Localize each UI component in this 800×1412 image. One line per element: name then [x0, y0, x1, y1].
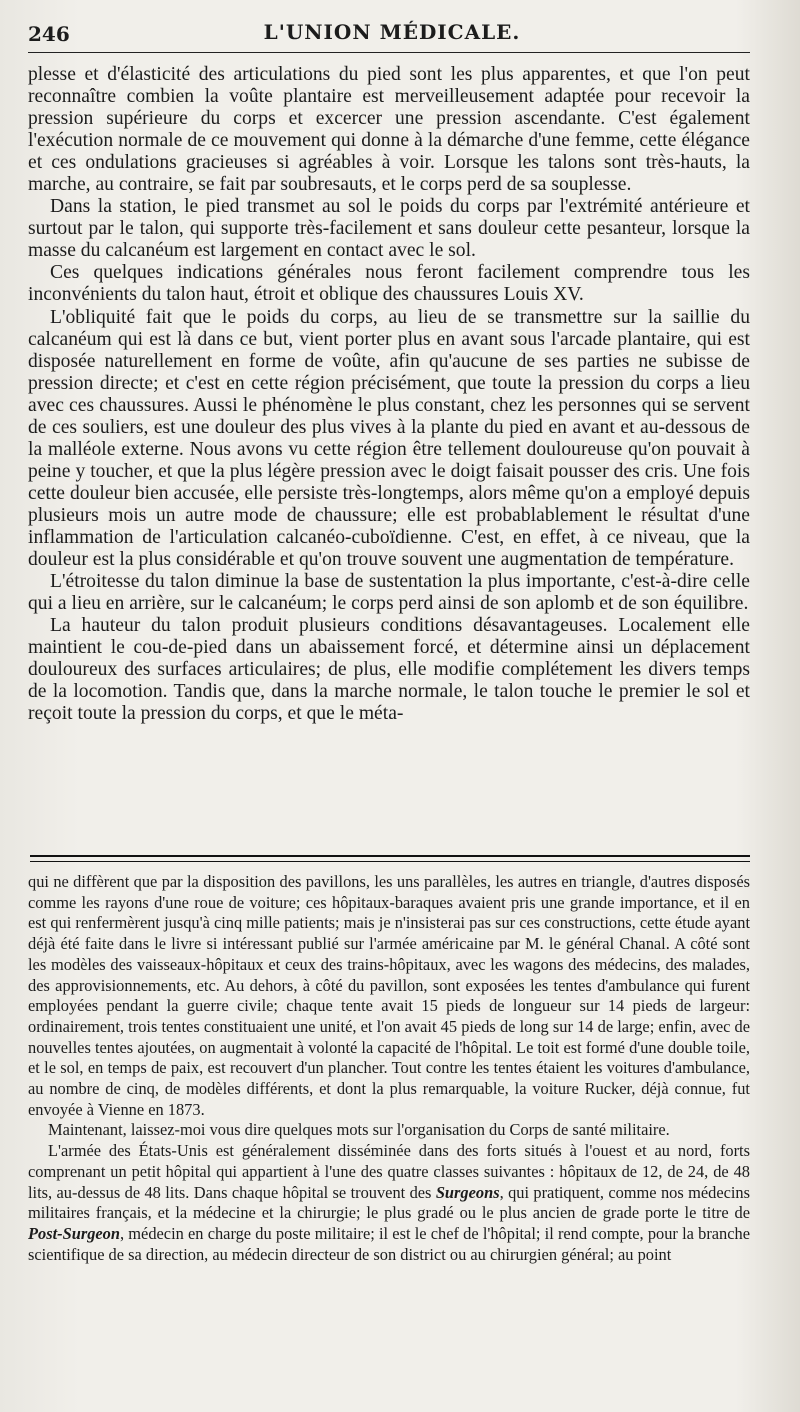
- section-separator-rule: [30, 855, 750, 862]
- note-text: , qui pratiquent, comme nos médecins militaires français, et la médecine et la chirurgie; le plus gradé ou le plus ancien de grade porte le titre de: [28, 1182, 750, 1223]
- italic-term: Post-Surgeon: [28, 1223, 120, 1243]
- note-paragraph: [28, 1141, 750, 1265]
- main-body-text: [28, 64, 750, 725]
- note-paragraph: Maintenant, laissez-moi vous dire quelques mots sur l'organisation du Corps de santé militaire.: [48, 1120, 670, 1140]
- paragraph: Dans la station, le pied transmet au sol le poids du corps par l'extrémité antérieure et surtout par le talon, qui supporte très-facilement et sans douleur cette pesanteur, lorsque la masse du calcanéum est largement en contact avec le sol.: [28, 196, 750, 262]
- page-number: 246: [28, 22, 70, 46]
- paragraph: L'étroitesse du talon diminue la base de sustentation la plus importante, c'est-à-dire celle qui a lieu en arrière, sur le calcanéum; le corps perd ainsi de son aplomb et de son équilibre.: [28, 571, 750, 615]
- paragraph: L'obliquité fait que le poids du corps, au lieu de se transmettre sur la saillie du calcanéum qui est là dans ce but, vient porter plus en avant sous l'arcade plantaire, qui est disposée naturellement en forme de voûte, afin qu'aucune de ses parties ne subisse de pression directe; et c'est en cette région précisément, que toute la pression du corps a lieu avec ces chaussures. Aussi le phénomène le plus constant, chez les personnes qui se servent de ces souliers, est une douleur des plus vives à la plante du pied en avant et au-dessous de la malléole externe. Nous avons vu cette région être tellement douloureuse qu'on pouvait à peine y toucher, et que la plus légère pression avec le doigt faisait pousser des cris. Une fois cette douleur bien accusée, elle persiste très-longtemps, alors même qu'on a employé depuis plusieurs mois un autre mode de chaussure; elle est probablablement le résultat d'une inflammation de l'articulation calcanéo-cuboïdienne. C'est, en effet, à ce niveau, que la douleur est la plus considérable et qu'on trouve souvent une augmentation de température.: [28, 306, 750, 571]
- feuilleton-text: [28, 872, 750, 1265]
- header-rule: [28, 52, 750, 53]
- italic-term: Surgeons: [435, 1182, 500, 1202]
- paragraph: La hauteur du talon produit plusieurs conditions désavantageuses. Localement elle maintient le cou-de-pied dans un abaissement forcé, et détermine ainsi un déplacement douloureux des surfaces articulaires; de plus, elle modifie complétement les divers temps de la locomotion. Tandis que, dans la marche normale, le talon touche le premier le sol et reçoit toute la pression du corps, et que le méta-: [28, 615, 750, 725]
- journal-title: L'UNION MÉDICALE.: [263, 20, 521, 44]
- paragraph: plesse et d'élasticité des articulations du pied sont les plus apparentes, et que l'on peut reconnaître combien la voûte plantaire est merveilleusement adaptée pour recevoir la pression supérieure du corps et excercer une pression ascendante. C'est également l'exécution normale de ce mouvement qui donne à la démarche d'une femme, cette élégance et ces ondulations gracieuses si agréables à voir. Lorsque les talons sont très-hauts, la marche, au contraire, se fait par soubresauts, et le corps perd de sa souplesse.: [28, 64, 750, 196]
- note-text: L'armée des États-Unis est généralement disséminée dans des forts situés à l'ouest et au nord, forts comprenant un petit hôpital qui appartient à l'une des quatre classes suivantes : hôpitaux de 12, de 24, de 48 lits, au-dessus de 48 lits. Dans chaque hôpital se trouvent des: [28, 1141, 750, 1202]
- note-text: , médecin en charge du poste militaire; il est le chef de l'hôpital; il rend compte, pour la branche scientifique de sa direction, au médecin directeur de son district ou au chirurgien général; au point: [28, 1223, 750, 1264]
- page-header: [28, 18, 756, 48]
- paragraph: Ces quelques indications générales nous feront facilement comprendre tous les inconvénients du talon haut, étroit et oblique des chaussures Louis XV.: [28, 262, 750, 306]
- note-paragraph: qui ne diffèrent que par la disposition des pavillons, les uns parallèles, les autres en triangle, d'autres disposés comme les rayons d'une roue de voiture; ces hôpitaux-baraques avaient pris une grande importance, et il en est qui renfermèrent jusqu'à cinq mille patients; mais je n'insisterai pas sur ces constructions, cette étude ayant déjà été faite dans le livre si intéressant publié sur l'armée américaine par M. le général Chanal. A côté sont les modèles des vaisseaux-hôpitaux et ceux des trains-hôpitaux, avec les wagons des médecins, des malades, des approvisionnements, etc. Au dehors, à côté du pavillon, sont exposées les tentes d'ambulance qui furent employées pendant la guerre civile; chaque tente avait 15 pieds de longueur sur 14 pieds de largeur: ordinairement, trois tentes constituaient une unité, et l'on avait 45 pieds de long sur 14 de large; enfin, avec de nouvelles tentes ajoutées, on augmentait à volonté la capacité de l'hôpital. Le toit est formé d'une double toile, et le sol, en temps de paix, est recouvert d'un plancher. Tout contre les tentes étaient les voitures d'ambulance, au nombre de cinq, de modèles différents, et dont la plus remarquable, la voiture Rucker, déjà connue, fut envoyée à Vienne en 1873.: [28, 872, 750, 1119]
